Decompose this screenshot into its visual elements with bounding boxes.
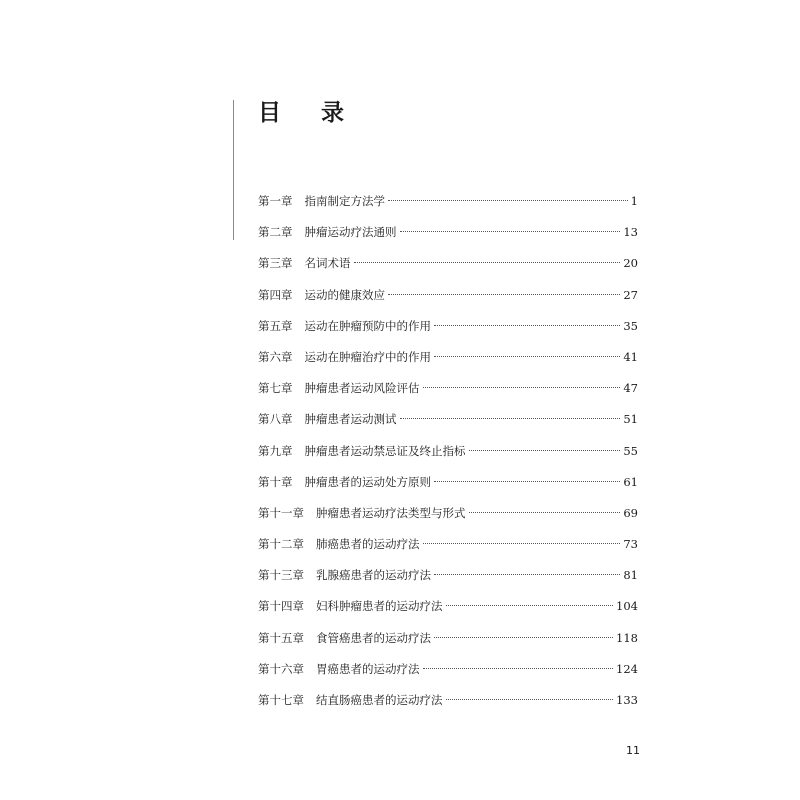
toc-dot-leader [434,637,613,638]
toc-chapter-title: 运动在肿瘤治疗中的作用 [304,349,431,364]
toc-entry[interactable] [258,311,638,342]
title-vertical-rule [233,100,234,240]
toc-chapter-title: 肿瘤患者运动测试 [304,412,397,427]
toc-dot-leader [423,668,614,669]
toc-page-number: 73 [623,537,638,552]
toc-dot-leader [446,699,614,700]
toc-entry[interactable] [258,591,638,622]
toc-chapter-number: 第六章 [258,349,293,364]
toc-chapter-number: 第十一章 [258,505,304,520]
toc-dot-leader [400,418,621,419]
toc-chapter-number: 第三章 [258,256,293,271]
toc-chapter-number: 第二章 [258,225,293,240]
toc-dot-leader [388,294,620,295]
toc-chapter-number: 第十四章 [258,599,304,614]
toc-entry[interactable] [258,685,638,716]
toc-chapter-title: 肿瘤患者运动风险评估 [304,381,420,396]
toc-chapter-title: 指南制定方法学 [304,194,385,208]
toc-chapter-number: 第七章 [258,381,293,396]
toc-entry[interactable] [258,248,638,279]
toc-page-number: 69 [623,505,638,520]
toc-page-number: 104 [616,599,638,614]
toc-chapter-title: 肺癌患者的运动疗法 [316,537,420,552]
toc-chapter-number: 第十七章 [258,693,304,707]
toc-dot-leader [434,574,620,575]
toc-chapter-number: 第九章 [258,443,293,458]
table-of-contents [258,186,638,716]
toc-entry[interactable] [258,623,638,654]
toc-dot-leader [469,512,621,513]
page-number: 11 [626,744,640,757]
toc-page-number: 41 [623,349,638,364]
toc-chapter-title: 肿瘤运动疗法通则 [304,225,397,240]
toc-chapter-number: 第十五章 [258,630,304,645]
toc-chapter-title: 运动在肿瘤预防中的作用 [304,318,431,333]
toc-entry[interactable] [258,217,638,248]
toc-entry[interactable] [258,529,638,560]
toc-dot-leader [434,325,620,326]
toc-chapter-title: 妇科肿瘤患者的运动疗法 [316,599,443,614]
toc-dot-leader [423,387,621,388]
toc-page-number: 1 [630,194,638,208]
toc-chapter-number: 第一章 [258,194,293,208]
toc-chapter-title: 肿瘤患者的运动处方原则 [304,474,431,489]
toc-entry[interactable] [258,467,638,498]
toc-entry[interactable] [258,436,638,467]
toc-page-number: 20 [623,256,638,271]
toc-chapter-number: 第十章 [258,474,293,489]
toc-dot-leader [434,481,620,482]
toc-chapter-title: 名词术语 [304,256,351,271]
toc-entry[interactable] [258,654,638,685]
toc-dot-leader [400,231,621,232]
toc-chapter-number: 第五章 [258,318,293,333]
toc-page-number: 47 [623,381,638,396]
toc-page-number: 27 [623,287,638,302]
toc-entry[interactable] [258,280,638,311]
toc-chapter-title: 乳腺癌患者的运动疗法 [316,568,431,583]
toc-dot-leader [434,356,620,357]
toc-page-number: 124 [616,661,638,676]
toc-entry[interactable] [258,560,638,591]
toc-chapter-title: 食管癌患者的运动疗法 [316,630,431,645]
toc-chapter-title: 肿瘤患者运动禁忌证及终止指标 [304,443,466,458]
toc-chapter-number: 第八章 [258,412,293,427]
page-title: 目 录 [258,100,361,126]
toc-dot-leader [354,262,621,263]
toc-page-number: 13 [623,225,638,240]
toc-entry[interactable] [258,404,638,435]
toc-page-number: 118 [616,630,638,645]
toc-page-number: 55 [623,443,638,458]
toc-dot-leader [446,605,614,606]
toc-entry[interactable] [258,342,638,373]
toc-chapter-number: 第十六章 [258,661,304,676]
toc-page-number: 61 [623,474,638,489]
toc-page-number: 133 [616,693,638,707]
toc-dot-leader [469,450,621,451]
toc-chapter-title: 结直肠癌患者的运动疗法 [316,693,443,707]
toc-chapter-number: 第十二章 [258,537,304,552]
toc-entry[interactable] [258,186,638,217]
toc-chapter-title: 胃癌患者的运动疗法 [316,661,420,676]
toc-page-number: 51 [623,412,638,427]
toc-dot-leader [388,200,628,201]
toc-page-number: 35 [623,318,638,333]
toc-entry[interactable] [258,498,638,529]
toc-entry[interactable] [258,373,638,404]
toc-chapter-title: 肿瘤患者运动疗法类型与形式 [316,505,466,520]
toc-page-number: 81 [623,568,638,583]
toc-chapter-number: 第四章 [258,287,293,302]
toc-chapter-title: 运动的健康效应 [304,287,385,302]
toc-chapter-number: 第十三章 [258,568,304,583]
toc-dot-leader [423,543,621,544]
